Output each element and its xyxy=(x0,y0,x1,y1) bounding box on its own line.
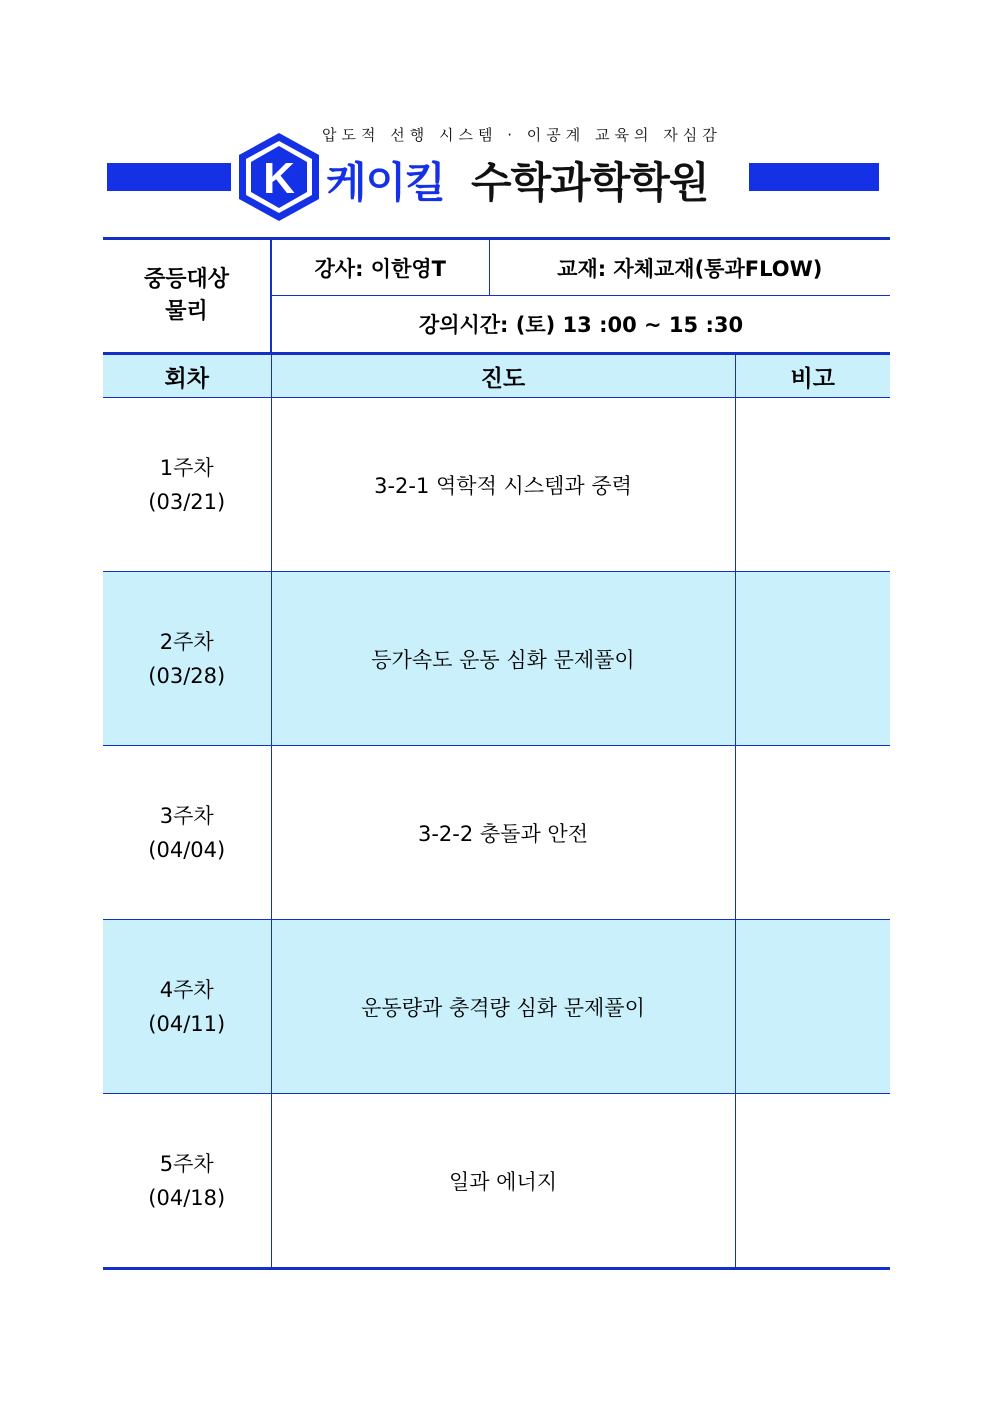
academy-logo-icon xyxy=(236,131,322,223)
week-date: (04/18) xyxy=(148,1185,226,1210)
table-row xyxy=(103,572,890,746)
note-cell xyxy=(735,398,890,572)
progress-cell: 3-2-1 역학적 시스템과 중력 xyxy=(271,398,735,572)
note-cell xyxy=(735,920,890,1094)
session-cell xyxy=(103,572,271,746)
note-cell xyxy=(735,572,890,746)
week-label: 2주차 xyxy=(159,629,214,654)
academy-tagline: 압도적 선행 시스템 · 이공계 교육의 자심감 xyxy=(322,126,722,144)
session-cell xyxy=(103,746,271,920)
session-cell xyxy=(103,920,271,1094)
week-date: (04/04) xyxy=(148,837,226,862)
week-date: (04/11) xyxy=(148,1011,226,1036)
column-header-progress: 진도 xyxy=(271,354,735,398)
progress-cell: 등가속도 운동 심화 문제풀이 xyxy=(271,572,735,746)
brand-highlight: 케이킬 xyxy=(326,158,445,207)
week-date: (03/28) xyxy=(148,663,226,688)
table-header-row xyxy=(103,354,890,398)
lecture-time: 강의시간: (토) 13 :00 ~ 15 :30 xyxy=(418,313,744,337)
table-row xyxy=(103,1094,890,1269)
progress-cell: 운동량과 충격량 심화 문제풀이 xyxy=(271,920,735,1094)
course-textbook: 교재: 자체교재(통과FLOW) xyxy=(489,239,890,296)
progress-cell: 3-2-2 충돌과 안전 xyxy=(271,746,735,920)
column-header-session: 회차 xyxy=(103,354,271,398)
table-row xyxy=(103,398,890,572)
brand-name: 수학과학학원 xyxy=(471,158,709,207)
week-label: 4주차 xyxy=(159,977,214,1002)
table-row xyxy=(103,920,890,1094)
schedule-table xyxy=(103,237,890,1270)
session-cell xyxy=(103,398,271,572)
header-bar-right xyxy=(749,163,879,191)
week-label: 3주차 xyxy=(159,803,214,828)
week-label: 5주차 xyxy=(159,1151,214,1176)
academy-header xyxy=(0,0,992,230)
course-teacher: 강사: 이한영T xyxy=(271,239,489,296)
note-cell xyxy=(735,1094,890,1269)
subject-line1: 중등대상 xyxy=(143,267,229,292)
subject-line2: 물리 xyxy=(165,299,208,324)
header-bar-left xyxy=(107,163,231,191)
session-cell xyxy=(103,1094,271,1269)
progress-cell: 일과 에너지 xyxy=(271,1094,735,1269)
week-date: (03/21) xyxy=(148,489,226,514)
course-info-row xyxy=(103,239,890,296)
logo-letter: K xyxy=(263,154,295,203)
column-header-note: 비고 xyxy=(735,354,890,398)
table-row xyxy=(103,746,890,920)
week-label: 1주차 xyxy=(159,455,214,480)
course-subject xyxy=(103,239,271,354)
note-cell xyxy=(735,746,890,920)
